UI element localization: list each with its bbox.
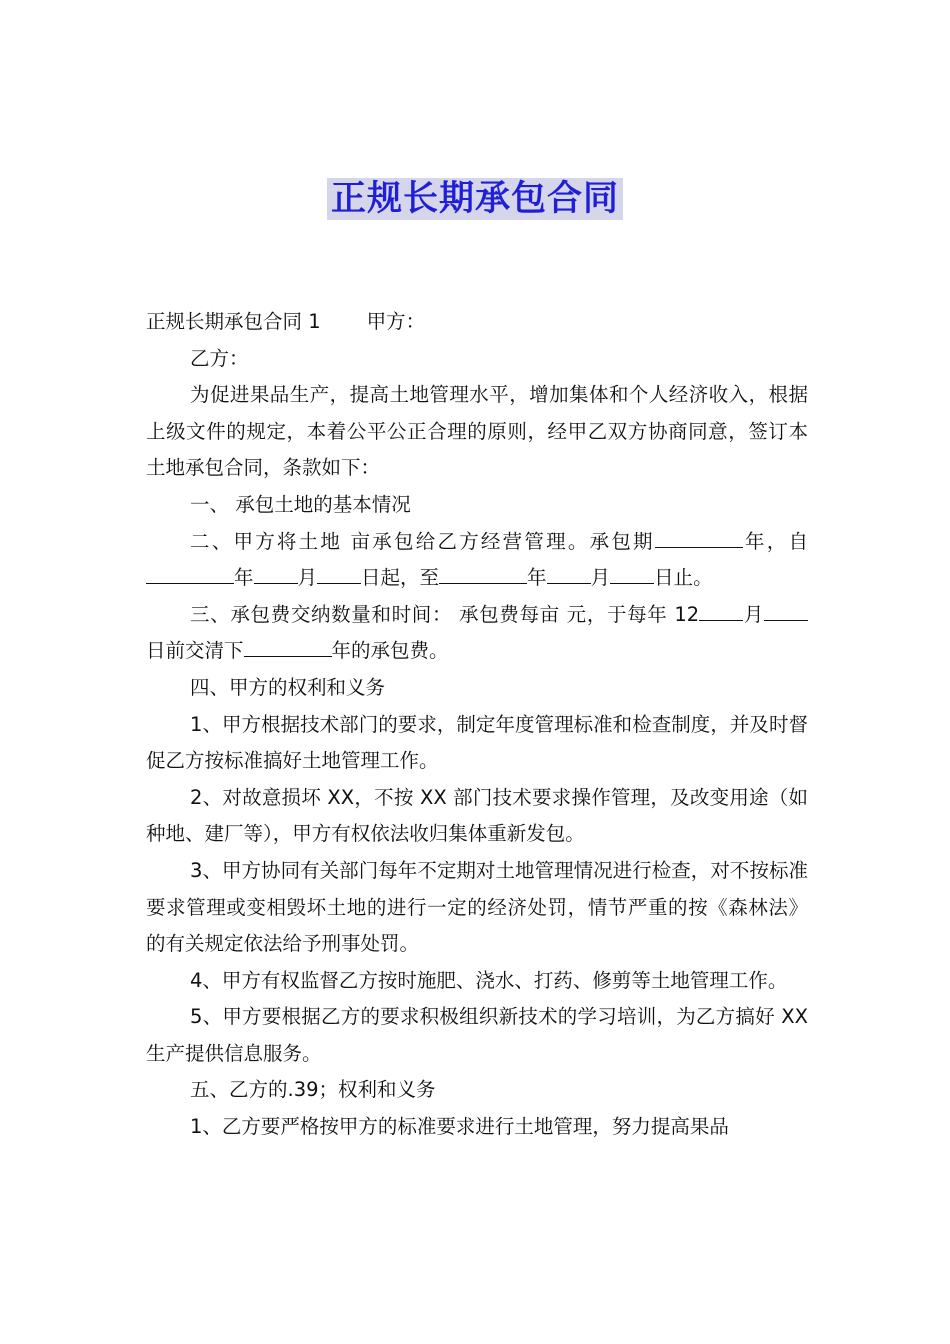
list-item: 1、甲方根据技术部门的要求，制定年度管理标准和检查制度，并及时督促乙方按标准搞好土地管理工作。 <box>146 712 808 773</box>
section-3-paragraph: 三、承包费交纳数量和时间： 承包费每亩 元，于每年 12 月日前交清下 年的承包费。 <box>146 597 808 670</box>
list-item: 2、对故意损坏 XX，不按 XX 部门技术要求操作管理，及改变用途（如种地、建厂等），甲方有权依法收归集体重新发包。 <box>146 785 808 846</box>
party-b-label: 乙方： <box>190 346 249 370</box>
contract-heading-line <box>146 304 808 341</box>
blank-field <box>439 567 527 584</box>
blank-field <box>244 640 332 657</box>
document-title <box>0 178 950 220</box>
blank-field <box>655 531 743 548</box>
list-item: 1、乙方要严格按甲方的标准要求进行土地管理，努力提高果品 <box>190 1115 729 1139</box>
party-a-label: 甲方： <box>366 310 426 333</box>
blank-field <box>547 567 591 584</box>
section-2-paragraph: 二、甲方将土地 亩承包给乙方经营管理。承包期 年，自年 月 日起，至 年 月 日止。 <box>146 524 808 597</box>
intro-paragraph: 为促进果品生产，提高土地管理水平，增加集体和个人经济收入，根据上级文件的规定，本着公平公正合理的原则，经甲乙双方协商同意，签订本土地承包合同，条款如下： <box>146 383 808 480</box>
list-item: 5、甲方要根据乙方的要求积极组织新技术的学习培训，为乙方搞好 XX 生产提供信息服务。 <box>146 1005 808 1065</box>
contract-heading: 正规长期承包合同 1 <box>146 310 321 333</box>
blank-field <box>699 604 743 621</box>
blank-field <box>146 567 234 584</box>
section-5-heading: 五、乙方的.39；权利和义务 <box>190 1078 436 1102</box>
section-4-heading: 四、甲方的权利和义务 <box>190 675 386 699</box>
list-item: 3、甲方协同有关部门每年不定期对土地管理情况进行检查，对不按标准要求管理或变相毁坏土地的进行一定的经济处罚，情节严重的按《森林法》的有关规定依法给予刑事处罚。 <box>146 858 808 956</box>
blank-field <box>317 567 361 584</box>
blank-field <box>610 567 654 584</box>
list-item: 4、甲方有权监督乙方按时施肥、浇水、打药、修剪等土地管理工作。 <box>190 968 788 992</box>
blank-field <box>254 567 298 584</box>
section-1-heading: 一、 承包土地的基本情况 <box>190 492 411 516</box>
document-title-text: 正规长期承包合同 <box>327 178 623 220</box>
blank-field <box>764 604 808 621</box>
contract-body <box>146 304 808 1146</box>
